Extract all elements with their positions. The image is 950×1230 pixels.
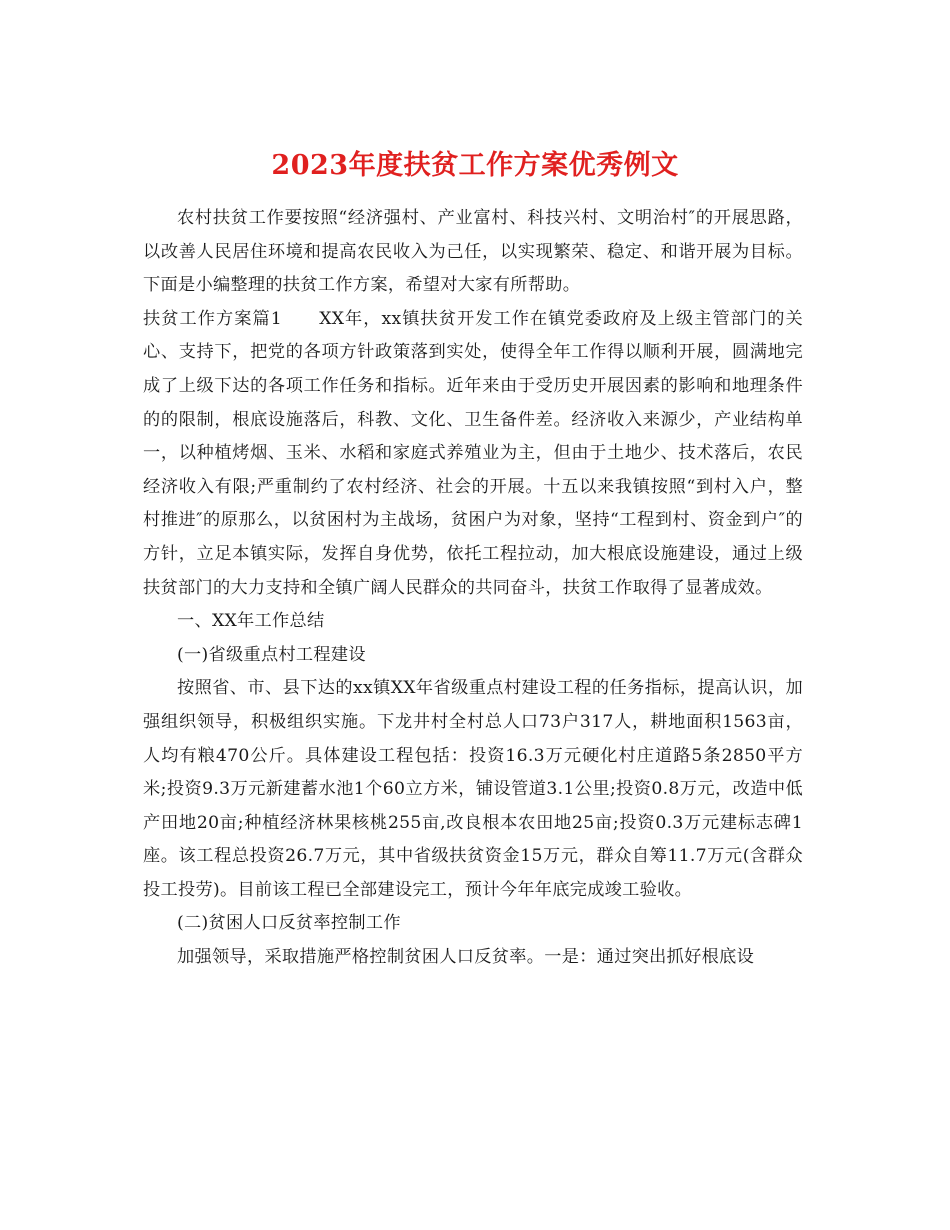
document-body: [143, 202, 803, 975]
poverty-control-paragraph: 加强领导，采取措施严格控制贫困人口反贫率。一是：通过突出抓好根底设: [177, 947, 755, 968]
plan-1-paragraph: 扶贫工作方案篇1 XX年，xx镇扶贫开发工作在镇党委政府及上级主管部门的关心、支持下，把党的各项方针政策落到实处，使得全年工作得以顺利开展，圆满地完成了上级下达的各项工作任务和指标。近年来由于受历史开展因素的影响和地理条件的的限制，根底设施落后，科教、文化、卫生备件差。经济收入来源少，产业结构单一，以种植烤烟、玉米、水稻和家庭式养殖业为主，但由于土地少、技术落后，农民经济收入有限;严重制约了农村经济、社会的开展。十五以来我镇按照“到村入户，整村推进″的原那么，以贫困村为主战场，贫困户为对象，坚持“工程到村、资金到户″的方针，立足本镇实际，发挥自身优势，依托工程拉动，加大根底设施建设，通过上级扶贫部门的大力支持和全镇广阔人民群众的共同奋斗，扶贫工作取得了显著成效。: [143, 308, 803, 598]
intro-paragraph: 农村扶贫工作要按照“经济强村、产业富村、科技兴村、文明治村″的开展思路，以改善人民居住环境和提高农民收入为己任，以实现繁荣、稳定、和谐开展为目标。下面是小编整理的扶贫工作方案，希望对大家有所帮助。: [143, 208, 803, 296]
subsection-heading-poverty-control: (二)贫困人口反贫率控制工作: [177, 913, 401, 934]
subsection-heading-key-village: (一)省级重点村工程建设: [177, 644, 366, 665]
document-title: 2023年度扶贫工作方案优秀例文: [271, 150, 679, 182]
key-village-paragraph: 按照省、市、县下达的xx镇XX年省级重点村建设工程的任务指标，提高认识，加强组织领导，积极组织实施。下龙井村全村总人口73户317人，耕地面积1563亩，人均有粮470公斤。具体建设工程包括：投资16.3万元硬化村庄道路5条2850平方米;投资9.3万元新建蓄水池1个60立方米，铺设管道3.1公里;投资0.8万元，改造中低产田地20亩;种植经济林果核桃255亩,改良根本农田地25亩;投资0.3万元建标志碑1座。该工程总投资26.7万元，其中省级扶贫资金15万元，群众自筹11.7万元(含群众投工投劳)。目前该工程已全部建设完工，预计今年年底完成竣工验收。: [143, 678, 803, 900]
section-heading-summary: 一、XX年工作总结: [177, 611, 325, 632]
